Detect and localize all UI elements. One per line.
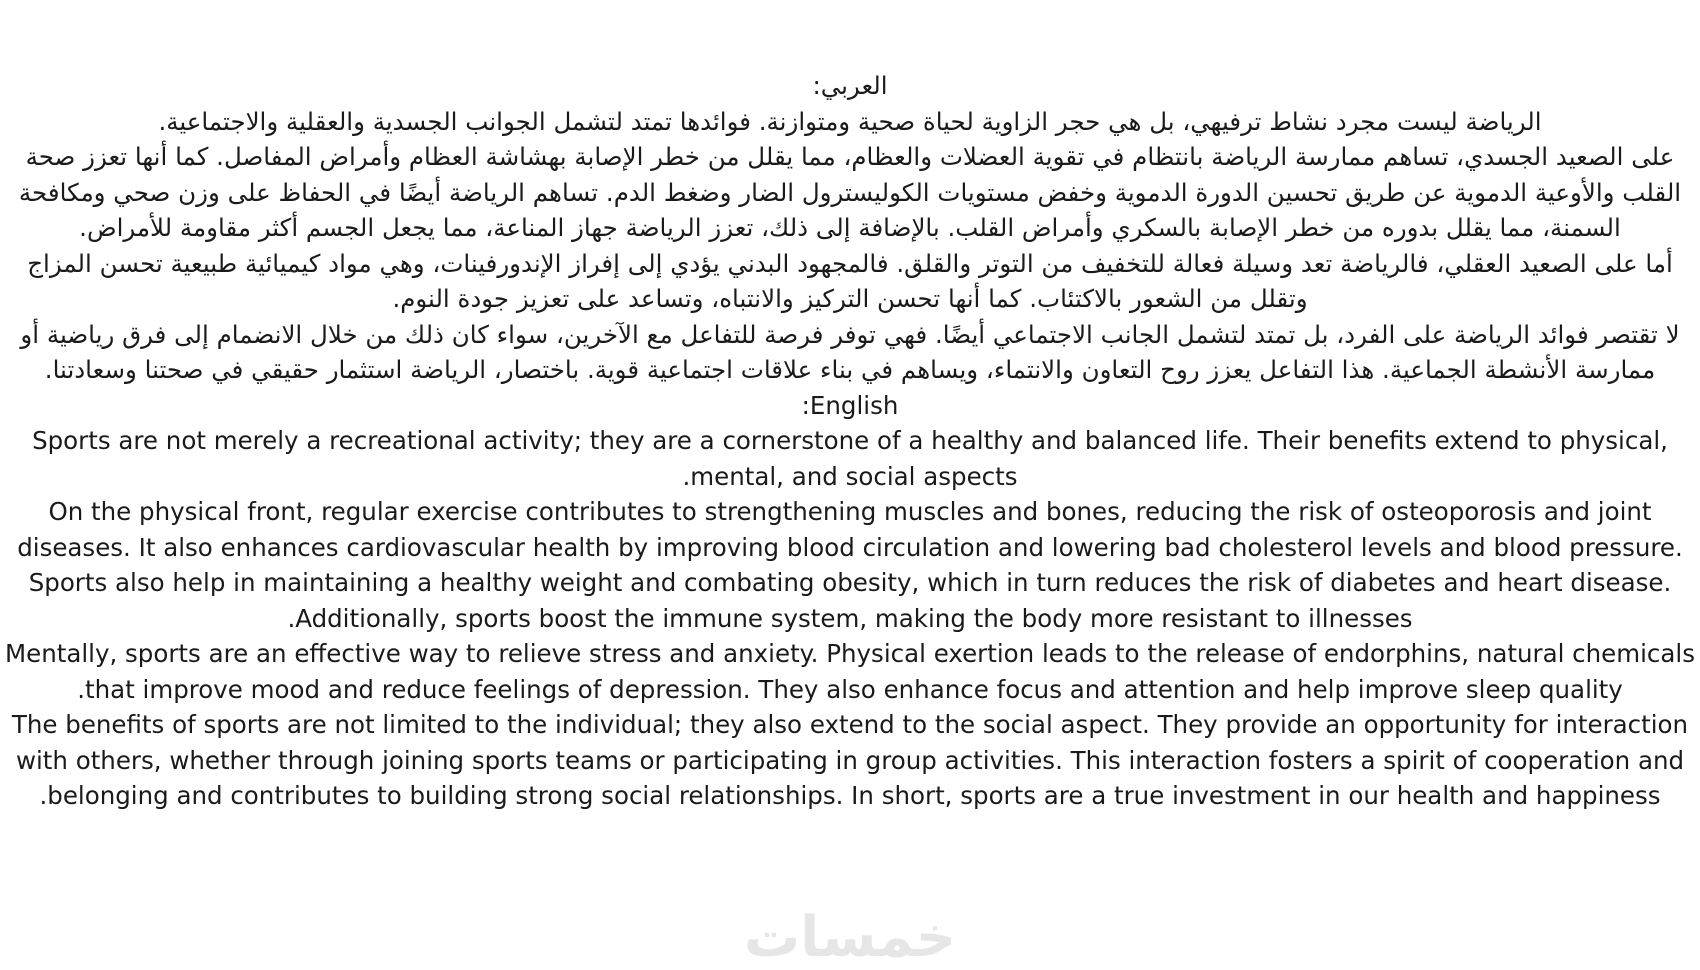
arabic-heading: العربي: bbox=[812, 71, 888, 100]
english-section bbox=[4, 388, 1696, 814]
english-heading: English: bbox=[801, 390, 899, 420]
arabic-paragraph-physical: على الصعيد الجسدي، تساهم ممارسة الرياضة بانتظام في تقوية العضلات والعظام، مما يقلل من خطر الإصابة بهشاشة العظام وأمراض المفاصل. كما أنها تعزز صحة القلب والأوعية الدموية عن طريق تحسين الدورة الدموية وخفض مستويات الكوليسترول الضار وضغط الدم. تساهم الرياضة أيضًا في الحفاظ على وزن صحي ومكافحة السمنة، مما يقلل بدوره من خطر الإصابة بالسكري وأمراض القلب. بالإضافة إلى ذلك، تعزز الرياضة جهاز المناعة، مما يجعل الجسم أكثر مقاومة للأمراض. bbox=[18, 142, 1682, 242]
arabic-paragraph-social: لا تقتصر فوائد الرياضة على الفرد، بل تمتد لتشمل الجانب الاجتماعي أيضًا. فهي توفر فرصة للتفاعل مع الآخرين، سواء كان ذلك من خلال الانضمام إلى فرق رياضية أو ممارسة الأنشطة الجماعية. هذا التفاعل يعزز روح التعاون والانتماء، ويساهم في بناء علاقات اجتماعية قوية. باختصار، الرياضة استثمار حقيقي في صحتنا وسعادتنا. bbox=[20, 319, 1680, 384]
arabic-section bbox=[4, 68, 1696, 388]
arabic-paragraph-mental: أما على الصعيد العقلي، فالرياضة تعد وسيلة فعالة للتخفيف من التوتر والقلق. فالمجهود البدني يؤدي إلى إفراز الإندورفينات، وهي مواد كيميائية طبيعية تحسن المزاج وتقلل من الشعور بالاكتئاب. كما أنها تحسن التركيز والانتباه، وتساعد على تعزيز جودة النوم. bbox=[27, 248, 1673, 313]
english-paragraph-social: The benefits of sports are not limited to the individual; they also extend to the social aspect. They provide an opportunity for interaction with others, whether through joining sports teams or participating in group activities. This interaction fosters a spirit of cooperation and belonging and contributes to building strong social relationships. In short, sports are a true investment in our health and happiness. bbox=[11, 710, 1689, 810]
english-paragraph-physical: On the physical front, regular exercise contributes to strengthening muscles and bones, reducing the risk of osteoporosis and joint diseases. It also enhances cardiovascular health by improving blood circulation and lowering bad cholesterol levels and blood pressure. Sports also help in maintaining a healthy weight and combating obesity, which in turn reduces the risk of diabetes and heart disease. Additionally, sports boost the immune system, making the body more resistant to illnesses. bbox=[17, 497, 1683, 633]
english-paragraph-intro: Sports are not merely a recreational activity; they are a cornerstone of a healthy and balanced life. Their benefits extend to physical, mental, and social aspects. bbox=[32, 426, 1668, 491]
watermark-logo: خمسات bbox=[743, 905, 957, 970]
english-paragraph-mental: Mentally, sports are an effective way to relieve stress and anxiety. Physical exertion leads to the release of endorphins, natural chemicals that improve mood and reduce feelings of depression. They also enhance focus and attention and help improve sleep quality. bbox=[5, 639, 1695, 704]
arabic-paragraph-intro: الرياضة ليست مجرد نشاط ترفيهي، بل هي حجر الزاوية لحياة صحية ومتوازنة. فوائدها تمتد لتشمل الجوانب الجسدية والعقلية والاجتماعية. bbox=[158, 106, 1542, 136]
